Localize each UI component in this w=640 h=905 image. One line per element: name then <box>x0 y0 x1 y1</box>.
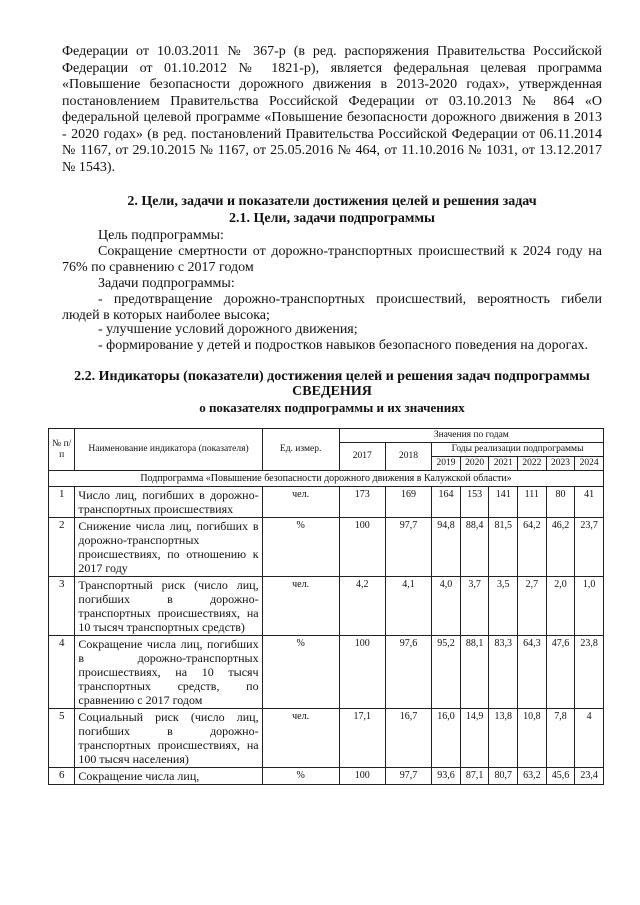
svedeniya-subtitle: о показателях подпрограммы и их значениях <box>199 400 465 415</box>
svedeniya-title: СВЕДЕНИЯ <box>292 384 372 399</box>
goal-text: Сокращение смертности от дорожно-транспортных происшествий к 2024 году на 76% по сравнению с 2017 годом <box>62 244 602 275</box>
header-year: 2020 <box>460 457 489 471</box>
indicator-value: 16,7 <box>385 709 431 768</box>
indicator-unit: % <box>262 636 339 709</box>
indicator-value: 3,5 <box>489 577 518 636</box>
header-year: 2024 <box>575 457 604 471</box>
indicator-value: 14,9 <box>460 709 489 768</box>
indicator-value: 100 <box>339 768 385 785</box>
indicator-value: 45,6 <box>546 768 575 785</box>
indicator-unit: % <box>262 768 339 785</box>
indicator-unit: чел. <box>262 487 339 518</box>
indicator-value: 111 <box>518 487 547 518</box>
header-implementation-years: Годы реализации подпрограммы <box>432 443 604 457</box>
header-year: 2023 <box>546 457 575 471</box>
task-1: - предотвращение дорожно-транспортных происшествий, вероятность гибели людей в которых наиболее высока; <box>62 292 602 323</box>
indicator-value: 3,7 <box>460 577 489 636</box>
section-2-2-title: 2.2. Индикаторы (показатели) достижения целей и решения задач подпрограммы <box>74 369 590 384</box>
section-2-title: 2. Цели, задачи и показатели достижения целей и решения задач <box>127 194 537 209</box>
indicator-value: 13,8 <box>489 709 518 768</box>
indicator-value: 46,2 <box>546 518 575 577</box>
indicator-unit: % <box>262 518 339 577</box>
indicator-value: 100 <box>339 636 385 709</box>
indicator-value: 97,7 <box>385 518 431 577</box>
header-year: 2018 <box>385 443 431 471</box>
task-3: - формирование у детей и подростков навыков безопасного поведения на дорогах. <box>98 338 589 353</box>
header-year: 2019 <box>432 457 461 471</box>
indicator-value: 141 <box>489 487 518 518</box>
indicator-value: 23,4 <box>575 768 604 785</box>
indicator-value: 164 <box>432 487 461 518</box>
indicator-value: 153 <box>460 487 489 518</box>
header-num: № п/п <box>49 429 75 471</box>
header-values-by-year: Значения по годам <box>339 429 603 443</box>
indicator-value: 47,6 <box>546 636 575 709</box>
indicator-value: 23,8 <box>575 636 604 709</box>
goal-label: Цель подпрограммы: <box>98 228 224 243</box>
indicator-value: 10,8 <box>518 709 547 768</box>
indicator-value: 4,1 <box>385 577 431 636</box>
row-number: 4 <box>49 636 75 709</box>
indicator-value: 23,7 <box>575 518 604 577</box>
indicator-name: Транспортный риск (число лиц, погибших в дорожно-транспортных происшествиях, на 10 тысяч транспортных средств) <box>75 577 262 636</box>
indicator-value: 94,8 <box>432 518 461 577</box>
indicator-name: Число лиц, погибших в дорожно-транспортных происшествиях <box>75 487 262 518</box>
indicator-value: 97,6 <box>385 636 431 709</box>
header-year: 2021 <box>489 457 518 471</box>
indicator-value: 95,2 <box>432 636 461 709</box>
row-number: 1 <box>49 487 75 518</box>
indicator-value: 80,7 <box>489 768 518 785</box>
row-number: 3 <box>49 577 75 636</box>
indicator-name: Сокращение числа лиц, погибших в дорожно-транспортных происшествиях, на 10 тысяч транспортных средств, по сравнению с 2017 годом <box>75 636 262 709</box>
indicator-value: 97,7 <box>385 768 431 785</box>
indicator-value: 7,8 <box>546 709 575 768</box>
indicator-value: 63,2 <box>518 768 547 785</box>
table-row <box>49 709 604 768</box>
indicator-value: 64,2 <box>518 518 547 577</box>
indicator-value: 41 <box>575 487 604 518</box>
indicator-value: 16,0 <box>432 709 461 768</box>
row-number: 6 <box>49 768 75 785</box>
table-row <box>49 636 604 709</box>
indicator-value: 17,1 <box>339 709 385 768</box>
indicator-value: 4 <box>575 709 604 768</box>
indicator-value: 88,1 <box>460 636 489 709</box>
indicator-value: 4,2 <box>339 577 385 636</box>
table-row <box>49 577 604 636</box>
indicator-value: 87,1 <box>460 768 489 785</box>
indicator-value: 88,4 <box>460 518 489 577</box>
indicator-value: 2,7 <box>518 577 547 636</box>
indicators-table <box>48 428 604 785</box>
indicator-value: 4,0 <box>432 577 461 636</box>
intro-paragraph: Федерации от 10.03.2011 № 367-р (в ред. распоряжения Правительства Российской Федерации от 01.10.2012 № 1821-р), является федеральная целевая программа «Повышение безопасности дорожного движения в 2013-2020 годах», утвержденная постановлением Правительства Российской Федерации от 03.10.2013 № 864 «О федеральной целевой программе «Повышение безопасности дорожного движения в 2013 - 2020 годах» (в ред. постановлений Правительства Российской Федерации от 06.11.2014 № 1167, от 29.10.2015 № 1167, от 25.05.2016 № 464, от 11.10.2016 № 1031, от 13.12.2017 № 1543). <box>62 44 602 175</box>
indicator-value: 173 <box>339 487 385 518</box>
row-number: 5 <box>49 709 75 768</box>
indicator-name: Снижение числа лиц, погибших в дорожно-транспортных происшествиях, по отношению к 2017 году <box>75 518 262 577</box>
indicator-value: 83,3 <box>489 636 518 709</box>
header-unit: Ед. измер. <box>262 429 339 471</box>
table-row <box>49 518 604 577</box>
indicator-value: 1,0 <box>575 577 604 636</box>
tasks-label: Задачи подпрограммы: <box>98 276 235 291</box>
table-row <box>49 768 604 785</box>
header-year: 2017 <box>339 443 385 471</box>
section-2-1-title: 2.1. Цели, задачи подпрограммы <box>229 211 435 226</box>
indicator-value: 64,3 <box>518 636 547 709</box>
task-2: - улучшение условий дорожного движения; <box>98 322 358 337</box>
indicator-value: 169 <box>385 487 431 518</box>
indicator-value: 81,5 <box>489 518 518 577</box>
indicator-name: Социальный риск (число лиц, погибших в дорожно-транспортных происшествиях, на 100 тысяч населения) <box>75 709 262 768</box>
indicator-value: 80 <box>546 487 575 518</box>
header-year: 2022 <box>518 457 547 471</box>
indicator-name: Сокращение числа лиц, <box>75 768 262 785</box>
header-name: Наименование индикатора (показателя) <box>75 429 262 471</box>
indicator-unit: чел. <box>262 709 339 768</box>
indicator-value: 93,6 <box>432 768 461 785</box>
indicator-unit: чел. <box>262 577 339 636</box>
table-row <box>49 487 604 518</box>
indicator-value: 2,0 <box>546 577 575 636</box>
subprogram-row: Подпрограмма «Повышение безопасности дорожного движения в Калужской области» <box>49 471 604 487</box>
indicator-value: 100 <box>339 518 385 577</box>
row-number: 2 <box>49 518 75 577</box>
